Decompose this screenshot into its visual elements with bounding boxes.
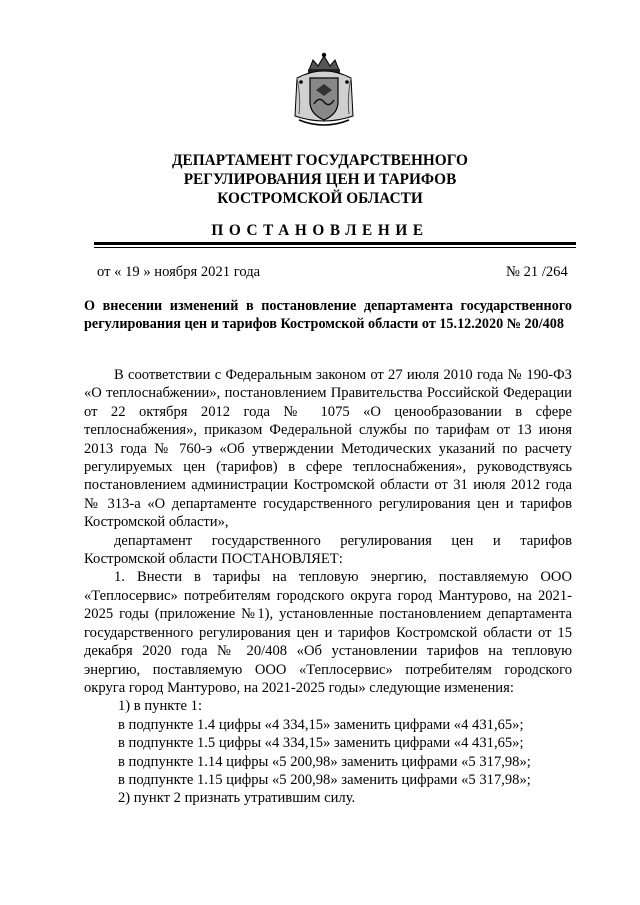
document-body bbox=[84, 366, 572, 808]
sub-item: 2) пункт 2 признать утратившим силу. bbox=[118, 790, 356, 807]
document-subject: О внесении изменений в постановление департамента государственного регулирования цен и тарифов Костромской области от 15.12.2020 № 20/408 bbox=[84, 298, 572, 333]
item-1-paragraph: 1. Внести в тарифы на тепловую энергию, поставляемую ООО «Теплосервис» потребителям городского округа город Мантурово, на 2021-2025 годы (приложение №1), установленные постановлением департамента государственного регулирования цен и тарифов Костромской области от 15 декабря 2020 года № 20/408 «Об установлении тарифов на тепловую энергию, поставляемую ООО «Теплосервис» потребителям городского округа город Мантурово, на 2021-2025 годы» следующие изменения: bbox=[84, 569, 572, 696]
resolution-paragraph: департамент государственного регулирования цен и тарифов Костромской области ПОСТАНОВЛЯЕТ: bbox=[84, 532, 572, 568]
title-rule-thick bbox=[94, 242, 576, 245]
document-number: № 21 /264 bbox=[506, 264, 568, 280]
sub-item: в подпункте 1.15 цифры «5 200,98» заменить цифрами «5 317,98»; bbox=[118, 771, 531, 788]
sub-item: 1) в пункте 1: bbox=[118, 698, 203, 715]
department-line: РЕГУЛИРОВАНИЯ ЦЕН И ТАРИФОВ bbox=[183, 170, 457, 188]
title-rule-thin bbox=[94, 247, 576, 248]
preamble-paragraph: В соответствии с Федеральным законом от 27 июля 2010 года № 190-ФЗ «О теплоснабжении», постановлением Правительства Российской Федерации от 22 октября 2012 года № 1075 «О ценообразовании в сфере теплоснабжения», приказом Федеральной службы по тарифам от 13 июня 2013 года № 760-э «Об утверждении Методических указаний по расчету регулируемых цен (тарифов) в сфере теплоснабжения», руководствуясь постановлением администрации Костромской области от 31 июля 2012 года № 313-а «О департаменте государственного регулирования цен и тарифов Костромской области», bbox=[84, 367, 572, 531]
sub-item: в подпункте 1.5 цифры «4 334,15» заменить цифрами «4 431,65»; bbox=[118, 735, 524, 752]
department-line: КОСТРОМСКОЙ ОБЛАСТИ bbox=[217, 189, 423, 207]
coat-of-arms-icon bbox=[291, 52, 357, 130]
document-date: от « 19 » ноября 2021 года bbox=[97, 264, 261, 280]
sub-item: в подпункте 1.4 цифры «4 334,15» заменить цифрами «4 431,65»; bbox=[118, 716, 524, 733]
department-line: ДЕПАРТАМЕНТ ГОСУДАРСТВЕННОГО bbox=[172, 152, 468, 169]
department-name bbox=[80, 152, 560, 208]
sub-item: в подпункте 1.14 цифры «5 200,98» заменить цифрами «5 317,98»; bbox=[118, 753, 531, 770]
document-type-title: ПОСТАНОВЛЕНИЕ bbox=[211, 222, 429, 239]
